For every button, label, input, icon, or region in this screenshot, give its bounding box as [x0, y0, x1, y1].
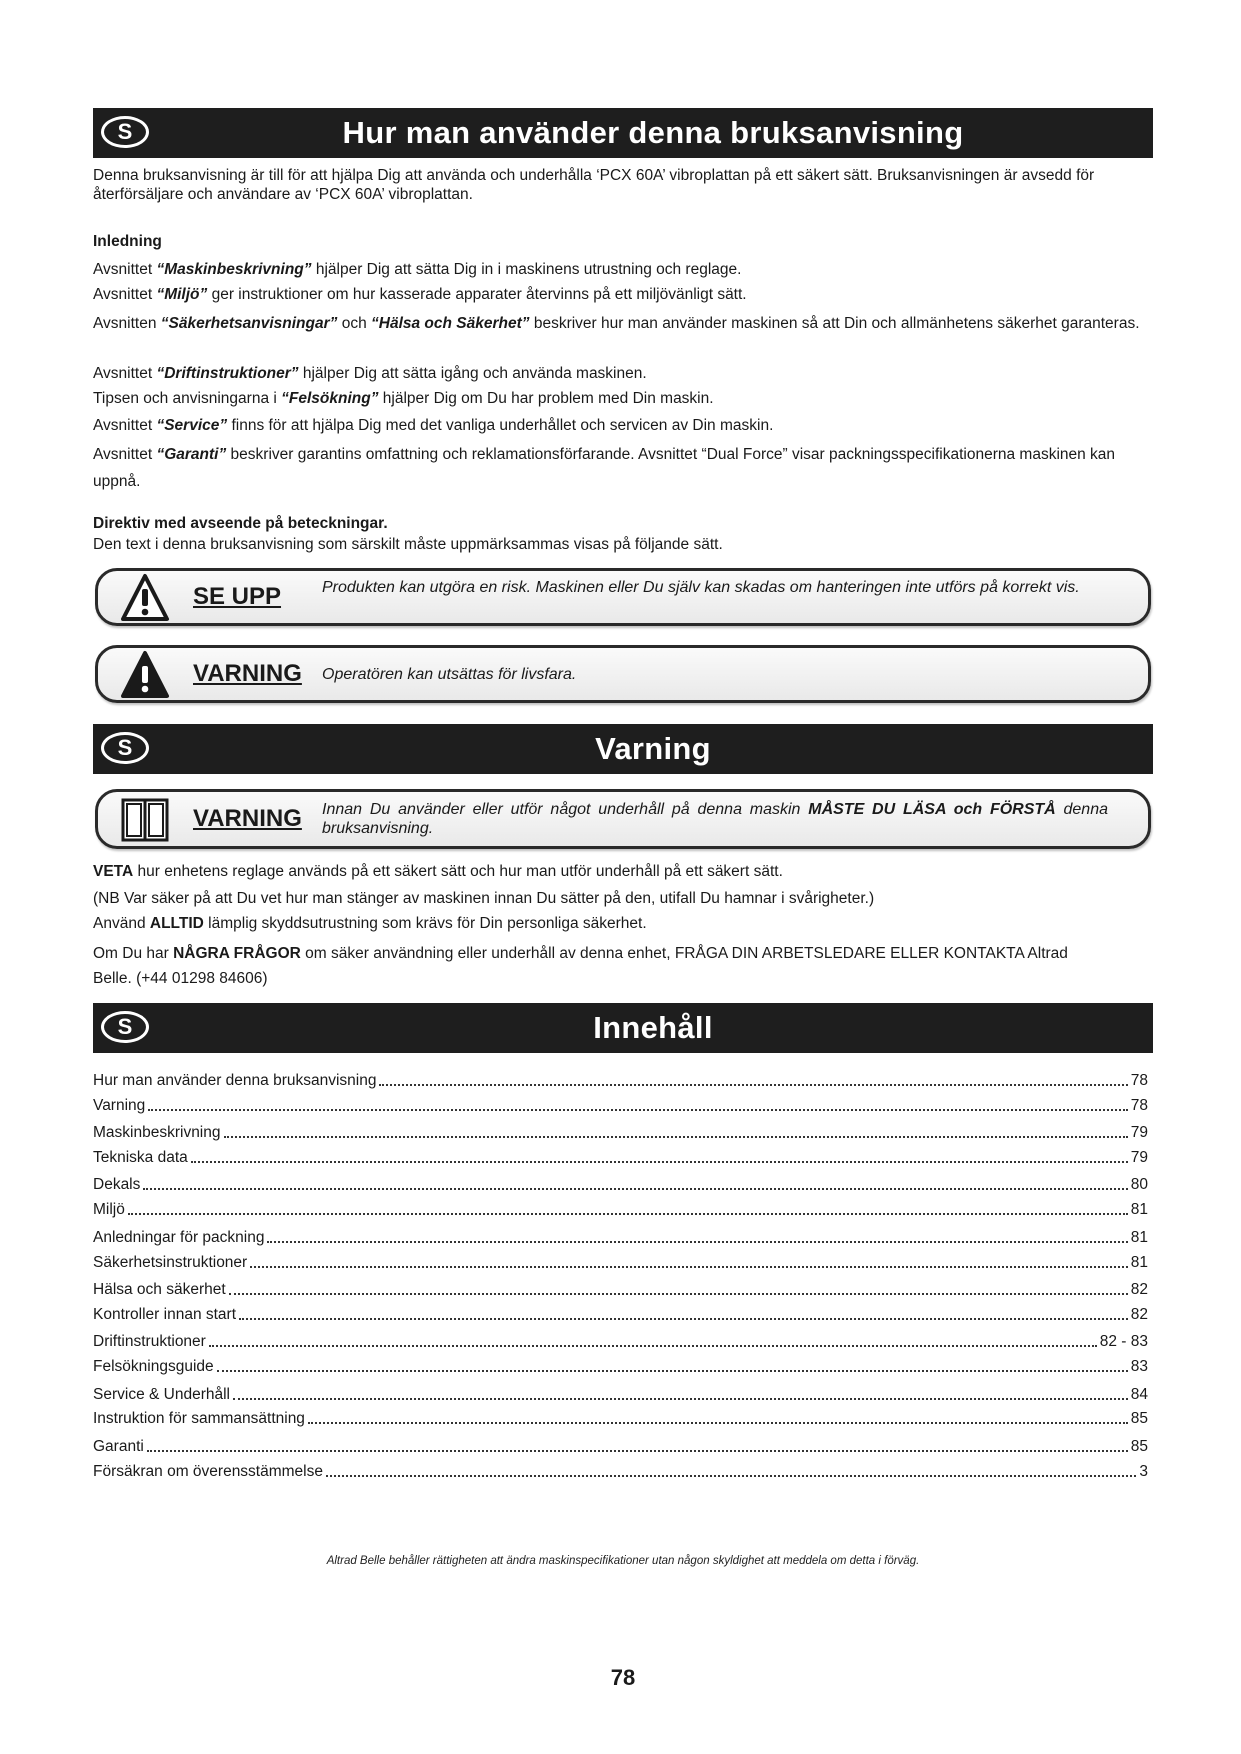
section-banner-contents — [93, 1003, 1153, 1053]
toc-entry[interactable]: Anledningar för packning 81 — [93, 1229, 1148, 1246]
toc-entry[interactable]: Hälsa och säkerhet 82 — [93, 1281, 1148, 1298]
section-banner-warning — [93, 724, 1153, 774]
toc-entry[interactable]: Försäkran om överensstämmelse 3 — [93, 1463, 1148, 1480]
section-title: Varning — [595, 731, 711, 766]
warning-text: Operatören kan utsättas för livsfara. — [322, 666, 577, 683]
manual-warning-label: VARNING — [193, 805, 302, 832]
intro-line: Avsnitten “Säkerhetsanvisningar” och “Hälsa och Säkerhet” beskriver hur man använder maskinen så att Din och allmänhetens säkerhet garanteras. — [93, 315, 1140, 332]
intro-line: Avsnittet “Service” finns för att hjälpa Dig med det vanliga underhållet och servicen av Din maskin. — [93, 417, 774, 434]
warning-triangle-icon — [120, 650, 170, 700]
toc-entry[interactable]: Felsökningsguide 83 — [93, 1358, 1148, 1375]
intro-line: Tipsen och anvisningarna i “Felsökning” hjälper Dig om Du har problem med Din maskin. — [93, 390, 714, 407]
caution-box — [95, 568, 1151, 626]
manual-warning-box — [95, 789, 1151, 849]
caution-text: Produkten kan utgöra en risk. Maskinen eller Du själv kan skadas om hanteringen inte utförs på korrekt vis. — [322, 579, 1080, 596]
toc-entry[interactable]: Instruktion för sammansättning 85 — [93, 1410, 1148, 1427]
warning-paragraph: Använd ALLTID lämplig skyddsutrustning som krävs för Din personliga säkerhet. — [93, 915, 647, 932]
toc-entry[interactable]: Driftinstruktioner 82 - 83 — [93, 1333, 1148, 1350]
toc-entry[interactable]: Säkerhetsinstruktioner 81 — [93, 1254, 1148, 1271]
caution-label: SE UPP — [193, 583, 282, 610]
intro-line: Avsnittet “Garanti” beskriver garantins omfattning och reklamationsförfarande. Avsnittet “Dual Force” visar packningsspecifikationerna maskinen kan uppnå. — [93, 446, 1116, 490]
toc-entry[interactable]: Tekniska data 79 — [93, 1149, 1148, 1166]
toc-entry[interactable]: Miljö 81 — [93, 1201, 1148, 1218]
toc-entry[interactable]: Hur man använder denna bruksanvisning 78 — [93, 1072, 1148, 1089]
inledning-heading: Inledning — [93, 233, 162, 250]
toc-entry[interactable]: Maskinbeskrivning 79 — [93, 1124, 1148, 1141]
language-badge: S — [101, 1011, 149, 1043]
section-title: Hur man använder denna bruksanvisning — [342, 115, 964, 150]
direktiv-heading: Direktiv med avseende på beteckningar. — [93, 515, 388, 532]
intro-line: Avsnittet “Driftinstruktioner” hjälper Dig att sätta igång och använda maskinen. — [93, 365, 647, 382]
manual-warning-text: Innan Du använder eller utför något underhåll på denna maskin MÅSTE DU LÄSA och FÖRSTÅ denna bruksanvisning. — [322, 801, 1109, 837]
toc-entry[interactable]: Varning 78 — [93, 1097, 1148, 1114]
toc-entry[interactable]: Dekals 80 — [93, 1176, 1148, 1193]
page-number: 78 — [610, 1665, 636, 1690]
manual-book-icon — [120, 795, 170, 845]
intro-line: Avsnittet “Maskinbeskrivning” hjälper Dig att sätta Dig in i maskinens utrustning och reglage. — [93, 261, 742, 278]
language-badge: S — [101, 116, 149, 148]
intro-line: Avsnittet “Miljö” ger instruktioner om hur kasserade apparater återvinns på ett miljövänligt sätt. — [93, 286, 747, 303]
footer-disclaimer: Altrad Belle behåller rättigheten att ändra maskinspecifikationer utan någon skyldighet att meddela om detta i förväg. — [326, 1555, 920, 1567]
warning-paragraph: VETA hur enhetens reglage används på ett säkert sätt och hur man utför underhåll på ett säkert sätt. — [93, 863, 783, 880]
toc-entry[interactable]: Service & Underhåll 84 — [93, 1386, 1148, 1403]
section-banner-how-to-use — [93, 108, 1153, 158]
warning-paragraph: Om Du har NÅGRA FRÅGOR om säker användning eller underhåll av denna enhet, FRÅGA DIN ARBETSLEDARE ELLER KONTAKTA Altrad Belle. (+44 01298 84606) — [93, 945, 1068, 987]
direktiv-text: Den text i denna bruksanvisning som särskilt måste uppmärksammas visas på följande sätt. — [93, 536, 723, 553]
caution-triangle-icon — [120, 573, 170, 623]
warning-label: VARNING — [193, 660, 302, 687]
section-title: Innehåll — [593, 1010, 713, 1045]
toc-entry[interactable]: Garanti 85 — [93, 1438, 1148, 1455]
toc-entry[interactable]: Kontroller innan start 82 — [93, 1306, 1148, 1323]
intro-paragraph: Denna bruksanvisning är till för att hjälpa Dig att använda och underhålla ‘PCX 60A’ vibroplattan på ett säkert sätt. Bruksanvisningen är avsedd för återförsäljare och användare av ‘PCX 60A’ vibroplattan. — [93, 167, 1095, 203]
warning-paragraph: (NB Var säker på att Du vet hur man stänger av maskinen innan Du sätter på den, utifall Du hamnar i svårigheter.) — [93, 890, 875, 907]
language-badge: S — [101, 732, 149, 764]
warning-box — [95, 645, 1151, 703]
